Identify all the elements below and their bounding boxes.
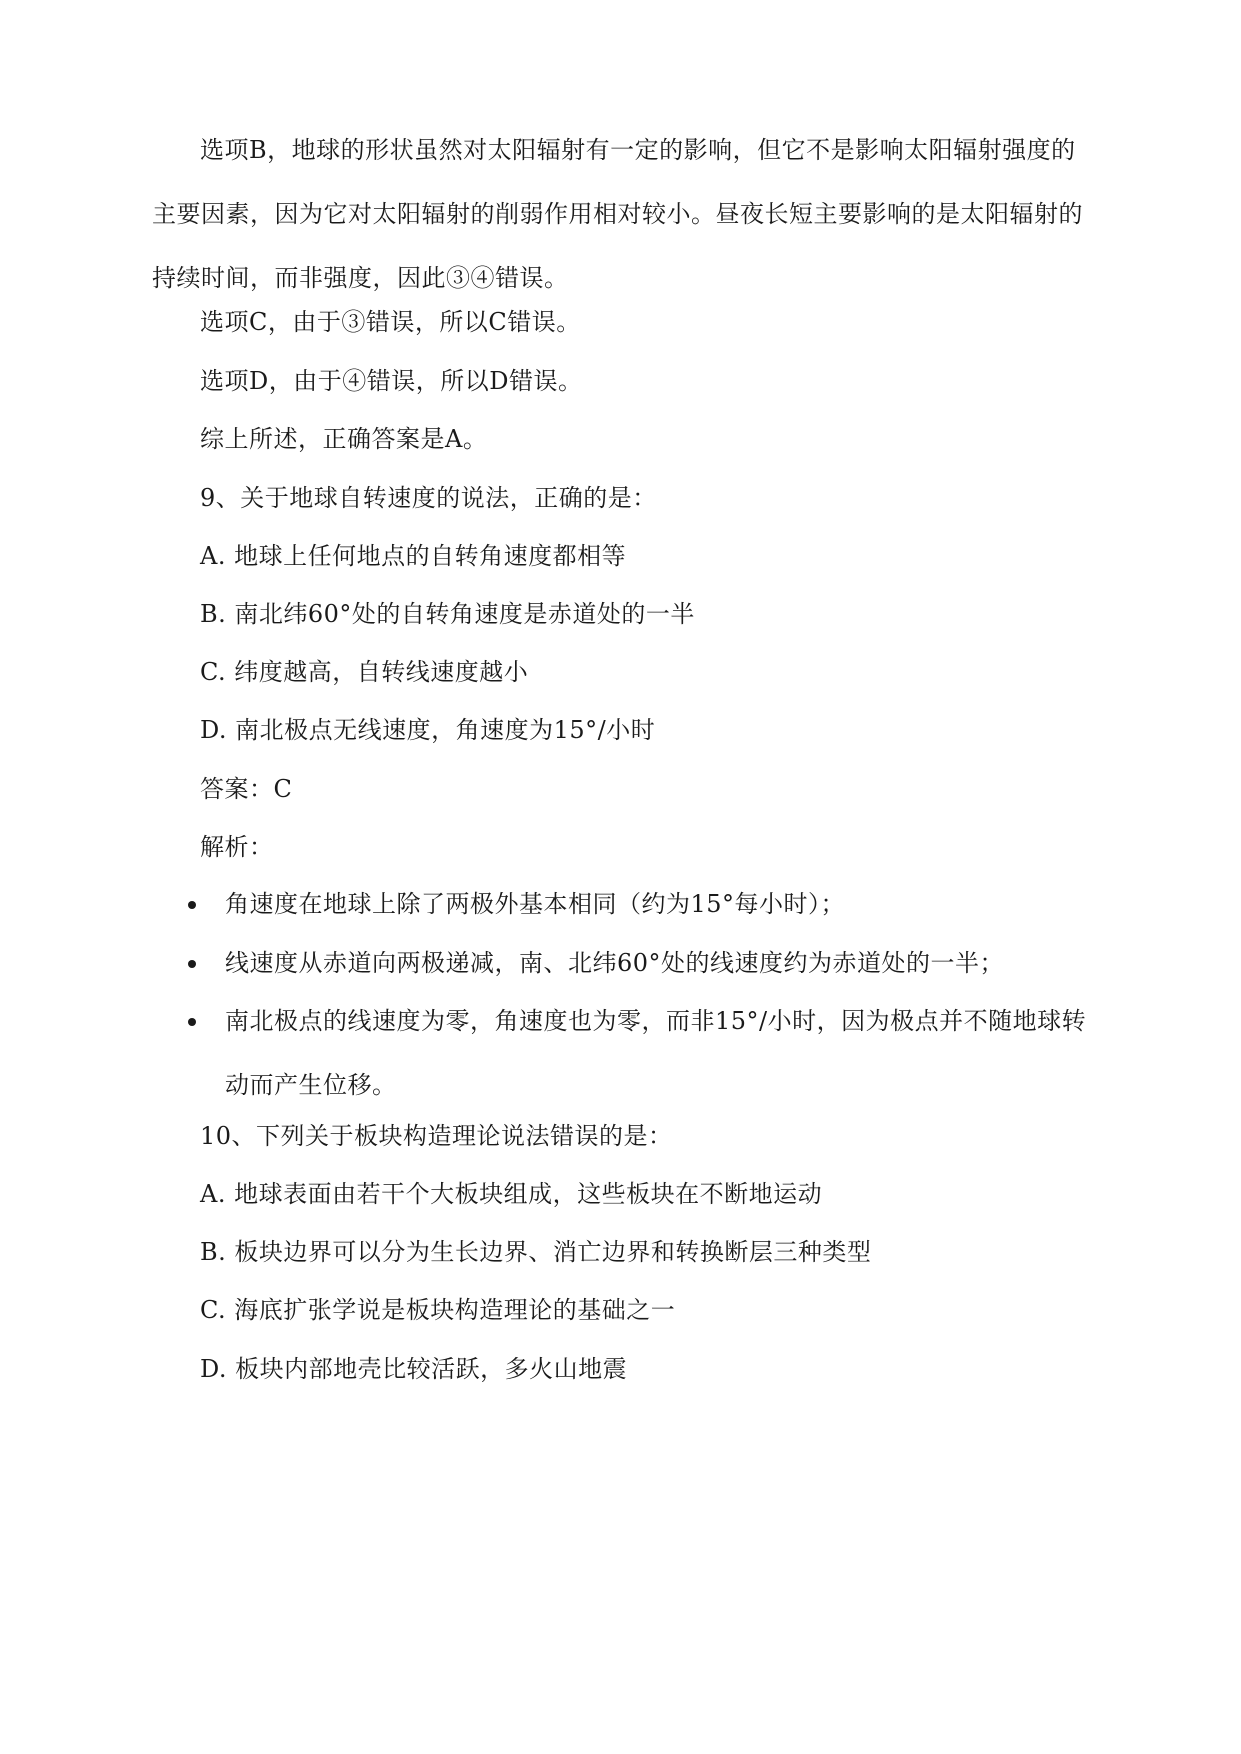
explanation-option-d: 选项D，由于④错误，所以D错误。 (200, 367, 583, 395)
question-9-stem: 9、关于地球自转速度的说法，正确的是： (200, 484, 657, 512)
question-10-option-c: C. 海底扩张学说是板块构造理论的基础之一 (200, 1296, 676, 1324)
question-10-option-a: A. 地球表面由若干个大板块组成，这些板块在不断地运动 (200, 1180, 823, 1208)
analysis-point-2: 线速度从赤道向两极递减，南、北纬60°处的线速度约为赤道处的一半； (225, 949, 1005, 977)
bullet-icon (188, 1018, 196, 1026)
question-9-option-c: C. 纬度越高，自转线速度越小 (200, 658, 529, 686)
explanation-option-b: 选项B，地球的形状虽然对太阳辐射有一定的影响，但它不是影响太阳辐射强度的主要因素，因为它对太阳辐射的削弱作用相对较小。昼夜长短主要影响的是太阳辐射的持续时间，而非强度，因此③④错误。 (152, 136, 1083, 292)
question-9-option-b: B. 南北纬60°处的自转角速度是赤道处的一半 (200, 600, 695, 628)
question-10-stem: 10、下列关于板块构造理论说法错误的是： (200, 1122, 673, 1150)
analysis-point-3: 南北极点的线速度为零，角速度也为零，而非15°/小时，因为极点并不随地球转动而产生位移。 (225, 1007, 1087, 1099)
question-10-option-b: B. 板块边界可以分为生长边界、消亡边界和转换断层三种类型 (200, 1238, 872, 1266)
question-9-option-a: A. 地球上任何地点的自转角速度都相等 (200, 542, 627, 570)
question-9-option-d: D. 南北极点无线速度，角速度为15°/小时 (200, 716, 656, 744)
question-10-option-d: D. 板块内部地壳比较活跃，多火山地震 (200, 1355, 628, 1383)
explanation-summary: 综上所述，正确答案是A。 (200, 425, 488, 453)
bullet-icon (188, 960, 196, 968)
analysis-point-1: 角速度在地球上除了两极外基本相同（约为15°每小时）； (225, 890, 846, 918)
question-9-analysis-label: 解析： (200, 833, 274, 861)
explanation-option-c: 选项C，由于③错误，所以C错误。 (200, 308, 581, 336)
bullet-icon (188, 901, 196, 909)
question-9-answer: 答案：C (200, 775, 293, 803)
